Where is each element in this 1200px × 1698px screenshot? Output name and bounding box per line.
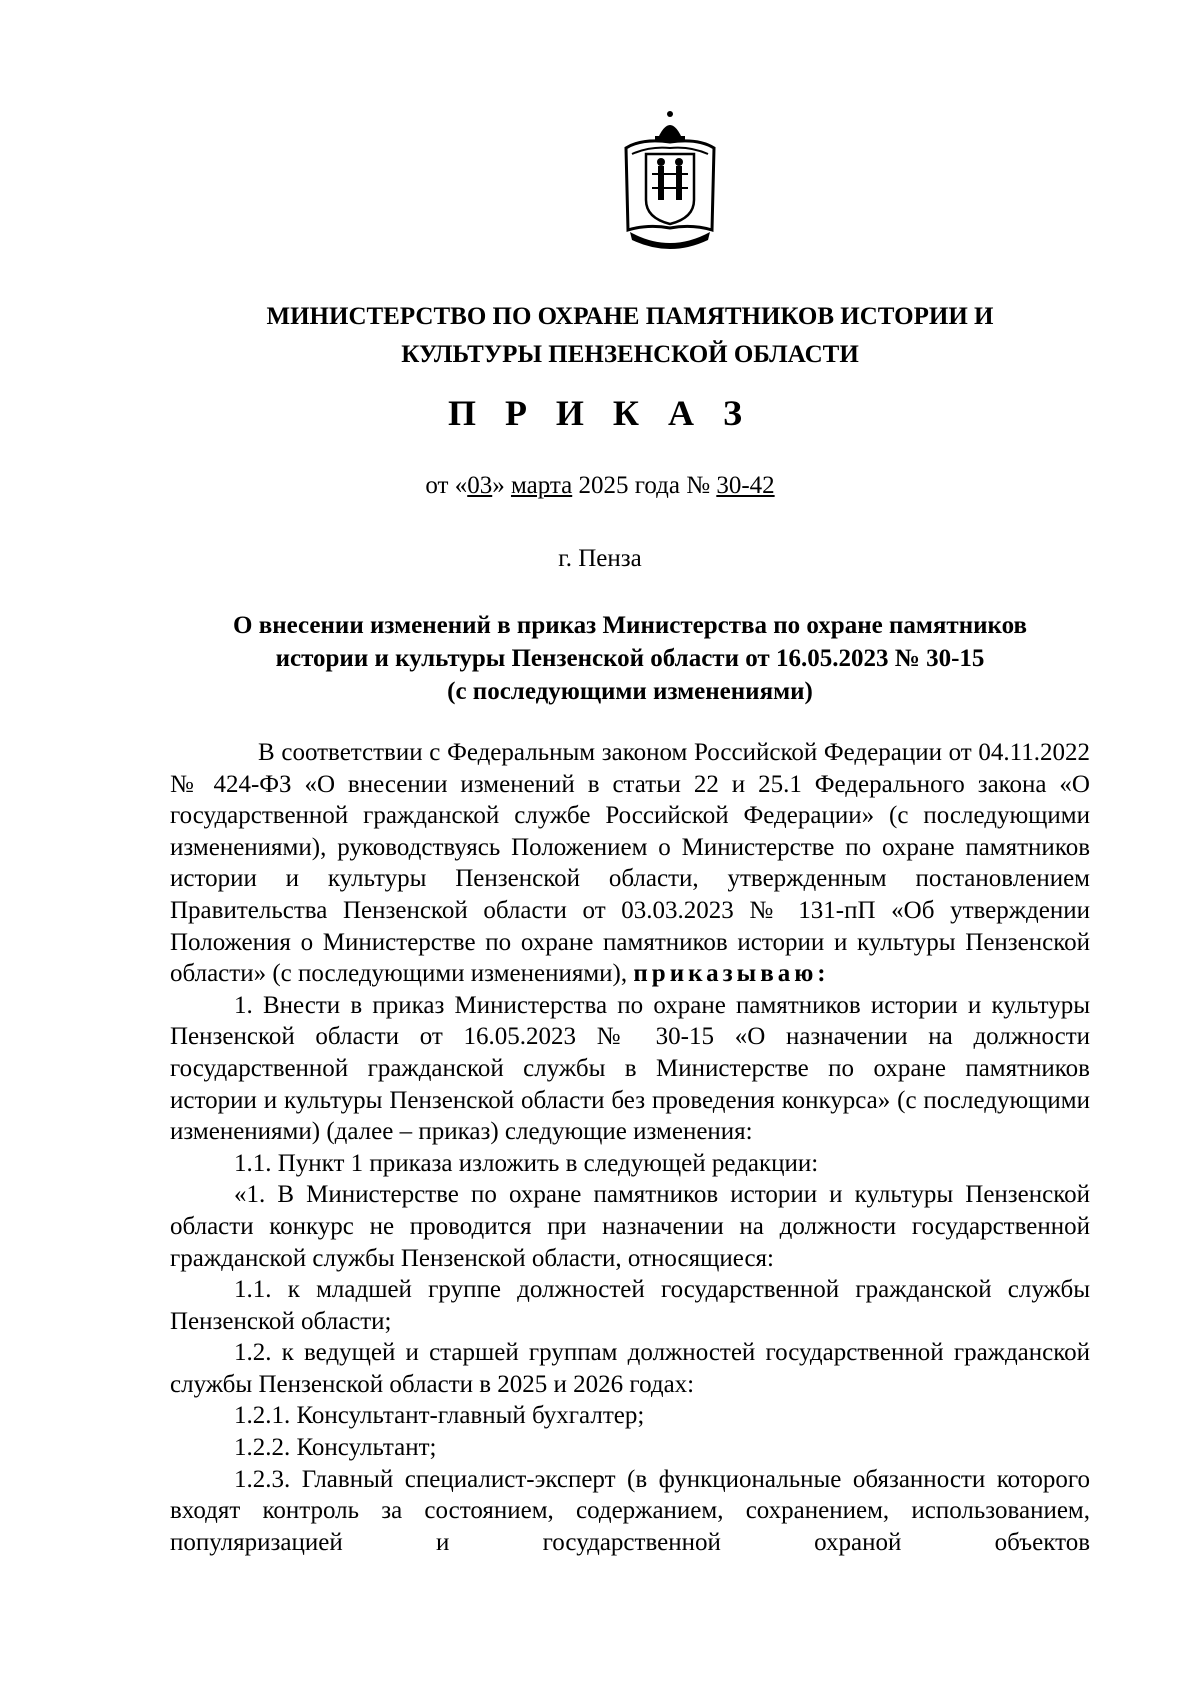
order-keyword: приказываю: (633, 960, 830, 988)
preamble-text: В соответствии с Федеральным законом Российской Федерации от 04.11.2022 № 424-ФЗ «О внесении изменений в статьи 22 и 25.1 Федерального закона «О государственной гражданской службе Российской Федерации» (с последующими изменениями), руководствуясь Положением о Министерстве по охране памятников истории и культуры Пензенской области, утвержденным постановлением Правительства Пензенской области от 03.03.2023 № 131-пП «Об утверждении Положения о Министерстве по охране памятников истории и культуры Пензенской области» (с последующими изменениями), (170, 739, 1090, 988)
city: г. Пенза (558, 545, 642, 572)
date-mid: » (492, 472, 511, 499)
date-month: марта (510, 472, 573, 499)
document-type-title: П Р И К А З (447, 393, 753, 433)
paragraph-quote-1-2: 1.2. к ведущей и старшей группам должностей государственной гражданской службы Пензенской области в 2025 и 2026 годах: (170, 1339, 1090, 1398)
preamble-paragraph (170, 737, 1090, 990)
subject-line3: (с последующими изменениями) (447, 678, 813, 705)
paragraph-quote-1-2-2: 1.2.2. Консультант; (234, 1434, 437, 1462)
paragraph-quote-1-1: 1.1. к младшей группе должностей государственной гражданской службы Пензенской области; (170, 1276, 1090, 1335)
paragraph-quote-1-2-1: 1.2.1. Консультант-главный бухгалтер; (234, 1402, 645, 1430)
ministry-name (170, 298, 1090, 374)
paragraph-1: 1. Внести в приказ Министерства по охране памятников истории и культуры Пензенской области от 16.05.2023 № 30-15 «О назначении на должности государственной гражданской службы в Министерстве по охране памятников истории и культуры Пензенской области без проведения конкурса» (с последующими изменениями) (далее – приказ) следующие изменения: (170, 991, 1090, 1146)
ministry-name-line2: КУЛЬТУРЫ ПЕНЗЕНСКОЙ ОБЛАСТИ (401, 341, 859, 368)
order-date-number (0, 472, 1200, 500)
paragraph-quote-1-2-3: 1.2.3. Главный специалист-эксперт (в функциональные обязанности которого входят контроль за состоянием, содержанием, сохранением, использованием, популяризацией и государственной охраной объектов (170, 1465, 1090, 1556)
subject-line1: О внесении изменений в приказ Министерства по охране памятников (233, 612, 1027, 639)
order-number: 30-42 (716, 472, 775, 499)
order-subject (170, 609, 1090, 708)
paragraph-1-1: 1.1. Пункт 1 приказа изложить в следующей редакции: (234, 1149, 819, 1177)
date-year: 2025 года № (572, 472, 717, 499)
subject-line2: истории и культуры Пензенской области от 16.05.2023 № 30-15 (275, 645, 985, 672)
document-body (170, 737, 1090, 1558)
coat-of-arms-emblem (622, 108, 718, 250)
date-day: 03 (467, 472, 493, 499)
date-prefix: от « (425, 472, 468, 499)
paragraph-quote-1: «1. В Министерстве по охране памятников истории и культуры Пензенской области конкурс не проводится при назначении на должности государственной гражданской службы Пензенской области, относящиеся: (170, 1181, 1090, 1272)
ministry-name-line1: МИНИСТЕРСТВО ПО ОХРАНЕ ПАМЯТНИКОВ ИСТОРИИ И (266, 303, 994, 330)
